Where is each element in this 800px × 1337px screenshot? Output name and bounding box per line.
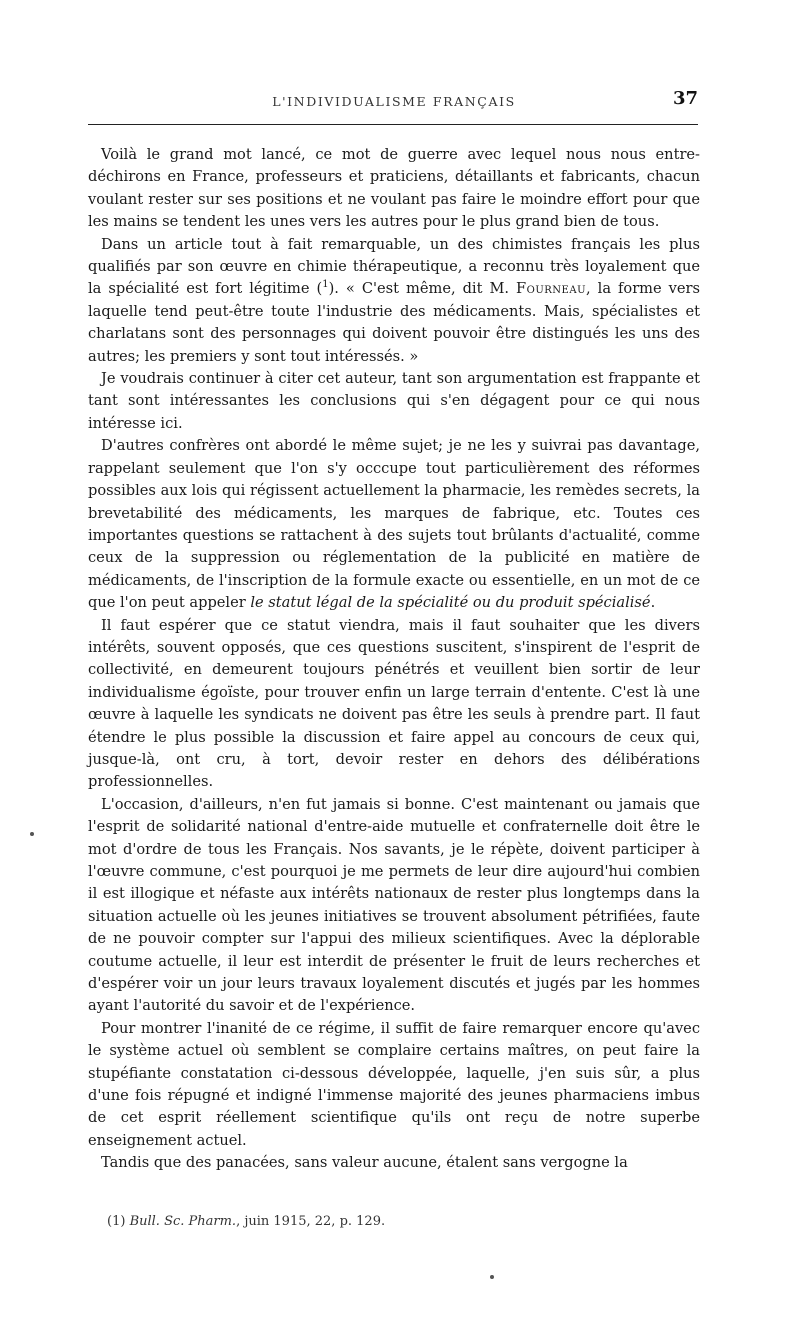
footnote-journal: Bull. Sc. Pharm. [129, 1214, 237, 1229]
paragraph-2-part-b: ). « C'est même, dit M. [328, 280, 517, 298]
paragraph-4-italic: le statut légal de la spécialité ou du produit spécialisé [250, 594, 651, 612]
paragraph-2 [88, 234, 700, 368]
paragraph-7: Pour montrer l'inanité de ce régime, il suffit de faire remarquer encore qu'avec le système actuel où semblent se complaire certains maîtres, on peut faire la stupéfiante constatation ci-dessous développée, laquelle, j'en suis sûr, a plus d'une fois répugné et indigné l'immense majorité des jeunes pharmaciens imbus de cet esprit réellement scientifique qu'ils ont reçu de notre superbe enseignement actuel. [88, 1019, 700, 1149]
footnote [107, 1214, 697, 1229]
paragraph-5: Il faut espérer que ce statut viendra, mais il faut souhaiter que les divers intérêts, souvent opposés, que ces questions suscitent, s'inspirent de l'esprit de collectivité, en demeurent toujours pénétrés et veuillent bien sortir de leur individualisme égoïste, pour trouver enfin un large terrain d'entente. C'est là une œuvre à laquelle les syndicats ne doivent pas être les seuls à prendre part. Il faut étendre le plus possible la discussion et faire appel au concours de ceux qui, jusque-là, ont cru, à tort, devoir rester en dehors des délibérations professionnelles. [88, 616, 700, 791]
body-text [88, 144, 700, 1175]
paragraph-4 [88, 435, 700, 614]
paragraph-8: Tandis que des panacées, sans valeur aucune, étalent sans vergogne la [101, 1154, 628, 1172]
author-name: Fourneau [516, 280, 587, 298]
paragraph-6: L'occasion, d'ailleurs, n'en fut jamais si bonne. C'est maintenant ou jamais que l'esprit de solidarité national d'entre-aide mutuelle et confraternelle doit être le mot d'ordre de tous les Français. Nos savants, je le répète, doivent participer à l'œuvre commune, c'est pourquoi je me permets de leur dire aujourd'hui combien il est illogique et néfaste aux intérêts nationaux de rester plus longtemps dans la situation actuelle où les jeunes initiatives se trouvent absolument pétrifiées, faute de ne pouvoir compter sur l'appui des milieux scientifiques. Avec la déplorable coutume actuelle, il leur est interdit de présenter le fruit de leurs recherches et d'espérer voir un jour leurs travaux loyalement discutés et jugés par les hommes ayant l'autorité du savoir et de l'expérience. [88, 795, 700, 1015]
footnote-reference: 1 [322, 279, 329, 291]
scan-speck [490, 1275, 494, 1279]
paragraph-2-part-a: Dans un article tout à fait remarquable, un des chimistes français les plus qualifiés par son œuvre en chimie thérapeutique, a reconnu très loyalement que la spécialité est fort légitime ( [88, 235, 700, 298]
scan-speck [30, 832, 34, 836]
footnote-reference-details: , juin 1915, 22, p. 129. [236, 1214, 386, 1229]
running-title: L'INDIVIDUALISME FRANÇAIS [272, 94, 516, 109]
paragraph-3: Je voudrais continuer à citer cet auteur, tant son argumentation est frappante et tant sont intéressantes les conclusions qui s'en dégagent pour ce qui nous intéresse ici. [88, 370, 700, 432]
paragraph-2-part-c: , la forme vers laquelle tend peut-être toute l'industrie des médicaments. Mais, spécialistes et charlatans sont des personnages qui doivent pouvoir être distingués les uns des autres; les premiers y sont tout intéressés. » [88, 280, 700, 365]
footnote-number: (1) [107, 1214, 126, 1229]
page-number: 37 [672, 88, 698, 109]
page-header [88, 88, 700, 118]
paragraph-4-part-a: D'autres confrères ont abordé le même sujet; je ne les y suivrai pas davantage, rappelant seulement que l'on s'y occcupe tout particulièrement des réformes possibles aux lois qui régissent actuellement la pharmacie, les remèdes secrets, la brevetabilité des médicaments, les marques de fabrique, etc. Toutes ces importantes questions se rattachent à des sujets tout brûlants d'actualité, comme ceux de la suppression ou réglementation de la publicité en matière de médicaments, de l'inscription de la formule exacte ou essentielle, en un mot de ce que l'on peut appeler [88, 437, 700, 612]
paragraph-1: Voilà le grand mot lancé, ce mot de guerre avec lequel nous nous entre-déchirons en France, professeurs et praticiens, détaillants et fabricants, chacun voulant rester sur ses positions et ne voulant pas faire le moindre effort pour que les mains se tendent les unes vers les autres pour le plus grand bien de tous. [88, 146, 700, 231]
header-rule [88, 124, 698, 125]
paragraph-4-part-b: . [650, 594, 656, 612]
